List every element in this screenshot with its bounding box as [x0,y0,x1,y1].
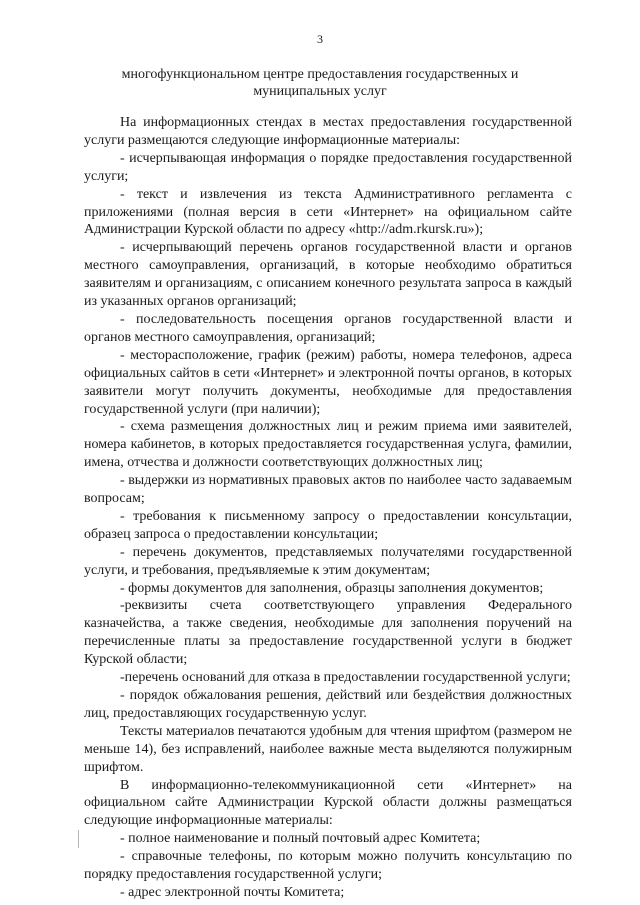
paragraph: -перечень оснований для отказа в предоставлении государственной услуги; [120,670,571,686]
paragraph: - формы документов для заполнения, образцы заполнения документов; [120,580,544,596]
paragraph: - требования к письменному запросу о предоставлении консультации, образец запроса о предоставлении консультации; [84,508,572,542]
paragraph: - исчерпывающий перечень органов государственной власти и органов местного самоуправления, организаций, в которые необходимо обратиться заявителям и организациям, с описанием конечного результата запроса в каждый из указанных органов организаций; [84,240,572,310]
section-heading: многофункциональном центре предоставления государственных и муниципальных услуг [121,67,519,99]
document-body [84,114,572,902]
paragraph: Тексты материалов печатаются удобным для чтения шрифтом (размером не меньше 14), без исправлений, наиболее важные места выделяются полужирным шрифтом. [84,723,572,775]
paragraph: - текст и извлечения из текста Административного регламента с приложениями (полная версия в сети «Интернет» на официальном сайте Администрации Курской области по адресу «http://adm.rkursk.ru»); [84,186,572,238]
page-number: 3 [317,32,323,46]
paragraph: - схема размещения должностных лиц и режим приема ими заявителей, номера кабинетов, в которых предоставляется государственная услуга, фамилии, имена, отчества и должности соответствующих должностных лиц; [84,419,572,471]
paragraph: - выдержки из нормативных правовых актов по наиболее часто задаваемым вопросам; [84,473,572,507]
paragraph: - справочные телефоны, по которым можно получить консультацию по порядку предоставления государственной услуги; [84,849,572,883]
paragraph: -реквизиты счета соответствующего управления Федерального казначейства, а также сведения, необходимые для заполнения поручений на перечисленные платы за предоставление государственной услуги в бюджет Курской области; [84,598,572,668]
paragraph: - порядок обжалования решения, действий или бездействия должностных лиц, предоставляющих государственную услуг. [84,688,572,721]
paragraph: - последовательность посещения органов государственной власти и органов местного самоуправления, организаций; [84,311,572,345]
paragraph: - месторасположение, график (режим) работы, номера телефонов, адреса официальных сайтов в сети «Интернет» и электронной почты органов, в которых заявители могут получить документы, необходимые для предоставления государственной услуги (при наличии); [84,347,572,417]
paragraph: - исчерпывающая информация о порядке предоставления государственной услуги; [84,150,572,184]
paragraph: В информационно-телекоммуникационной сети «Интернет» на официальном сайте Администрации Курской области должны размещаться следующие информационные материалы: [84,777,572,829]
paragraph: На информационных стендах в местах предоставления государственной услуги размещаются следующие информационные материалы: [84,115,572,148]
paragraph: - адрес электронной почты Комитета; [120,884,345,900]
scan-artifact-line [78,830,79,848]
paragraph: - полное наименование и полный почтовый адрес Комитета; [120,831,481,847]
paragraph: - перечень документов, представляемых получателями государственной услуги, и требования, предъявляемые к этим документам; [84,544,572,578]
